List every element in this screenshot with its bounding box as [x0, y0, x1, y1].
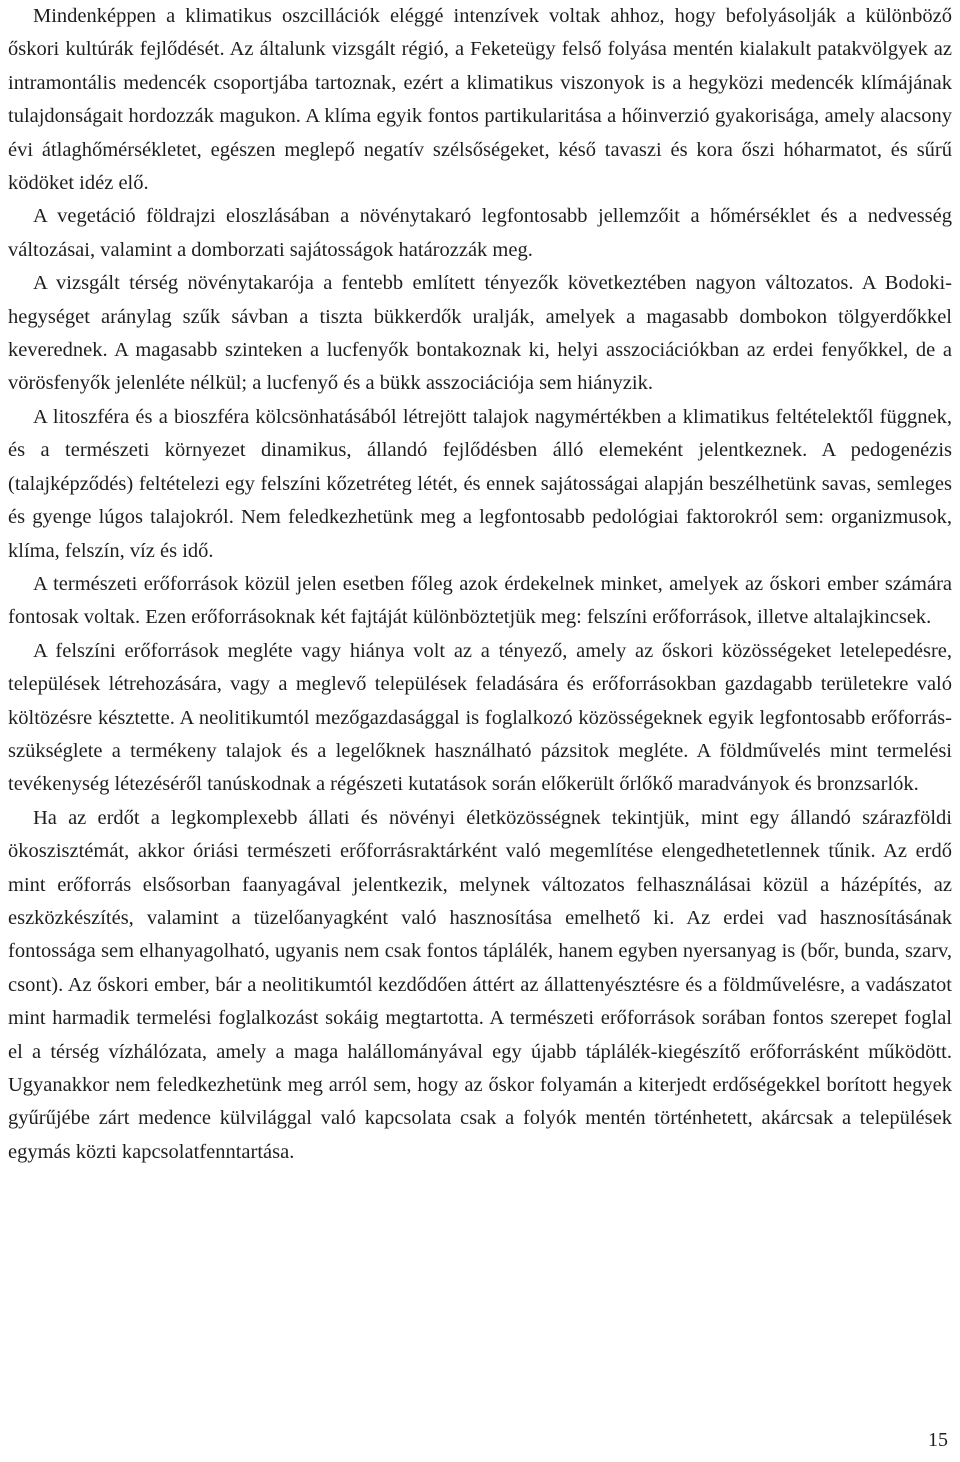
- paragraph-vegetation-cover: A vizsgált térség növénytakarója a fentebb említett tényezők következtében nagyon változatos. A Bodoki-hegységet aránylag szűk sávban a tiszta bükkerdők uralják, amelyek a magasabb dombokon tölgyerdőkkel keverednek. A magasabb szinteken a lucfenyők bontakoznak ki, helyi asszociációkban az erdei fenyőkkel, de a vörösfenyők jelenléte nélkül; a lucfenyő és a bükk asszociációja sem hiányzik.: [8, 272, 952, 395]
- paragraph-natural-resources: A természeti erőforrások közül jelen esetben főleg azok érdekelnek minket, amelyek az őskori ember számára fontosak voltak. Ezen erőforrásoknak két fajtáját különböztetjük meg: felszíni erőforrások, illetve altalajkincsek.: [8, 572, 952, 629]
- paragraph-soils: A litoszféra és a bioszféra kölcsönhatásából létrejött talajok nagymértékben a klimatikus feltételektől függnek, és a természeti környezet dinamikus, állandó fejlődésben álló elemeként jelentkeznek. A pedogenézis (talajképződés) feltételezi egy felszíni kőzetréteg létét, és ennek sajátosságai alapján beszélhetünk savas, semleges és gyenge lúgos talajokról. Nem feledkezhetünk meg a legfontosabb pedológiai faktorokról sem: organizmusok, klíma, felszín, víz és idő.: [8, 405, 952, 562]
- paragraph-forest: Ha az erdőt a legkomplexebb állati és növényi életközösségnek tekintjük, mint egy állandó szárazföldi ökoszisztémát, akkor óriási természeti erőforrásraktárként való megemlítése elengedhetetlennek tűnik. Az erdő mint erőforrás elsősorban faanyagával jelentkezik, melynek változatos felhasználásai közül a házépítés, az eszközkészítés, valamint a tüzelőanyagként való hasznosítása emelhető ki. Az erdei vad hasznosításának fontossága sem elhanyagolható, ugyanis nem csak fontos táplálék, hanem egyben nyersanyag is (bőr, bunda, szarv, csont). Az őskori ember, bár a neolitikumtól kezdődően áttért az állattenyésztésre és a földművelésre, a vadászatot mint harmadik termelési foglalkozást sokáig megtartotta. A természeti erőforrások sorában fontos szerepet foglal el a térség vízhálózata, amely a maga halállományával egy újabb táplálék-kiegészítő erőforrásként működött. Ugyanakkor nem feledkezhetünk meg arról sem, hogy az őskor folyamán a kiterjedt erdőségekkel borított hegyek gyűrűjébe zárt medence külvilággal való kapcsolata csak a folyók mentén történhetett, akárcsak a települések egymás közti kapcsolatfenntartása.: [8, 806, 952, 1163]
- paragraph-vegetation: A vegetáció földrajzi eloszlásában a növénytakaró legfontosabb jellemzőit a hőmérséklet és a nedvesség változásai, valamint a domborzati sajátosságok határozzák meg.: [8, 205, 952, 261]
- paragraph-surface-resources: A felszíni erőforrások megléte vagy hiánya volt az a tényező, amely az őskori közösségeket letelepedésre, települések létrehozására, vagy a meglevő települések feladására és erőforrásokban gazdagabb területekre való költözésre késztette. A neolitikumtól mezőgazdasággal is foglalkozó közösségeknek egyik legfontosabb erőforrás-szükséglete a termékeny talajok és a legelőknek használható pázsitok megléte. A földművelés mint termelési tevékenység létezéséről tanúskodnak a régészeti kutatások során előkerült őrlőkő maradványok és bronzsarlók.: [8, 639, 952, 796]
- paragraph-climate: Mindenképpen a klimatikus oszcillációk eléggé intenzívek voltak ahhoz, hogy befolyásolják a különböző őskori kultúrák fejlődését. Az általunk vizsgált régió, a Feketeügy felső folyása mentén kialakult patakvölgyek az intramontális medencék csoportjába tartoznak, ezért a klimatikus viszonyok is a hegyközi medencék klímájának tulajdonságait hordozzák magukon. A klíma egyik fontos partikularitása a hőinverzió gyakorisága, amely alacsony évi átlaghőmérsékletet, egészen meglepő negatív szélsőségeket, késő tavaszi és kora őszi hóharmatot, és sűrű ködöket idéz elő.: [8, 5, 952, 195]
- document-body: [8, 0, 952, 1169]
- page-number: 15: [928, 1429, 948, 1451]
